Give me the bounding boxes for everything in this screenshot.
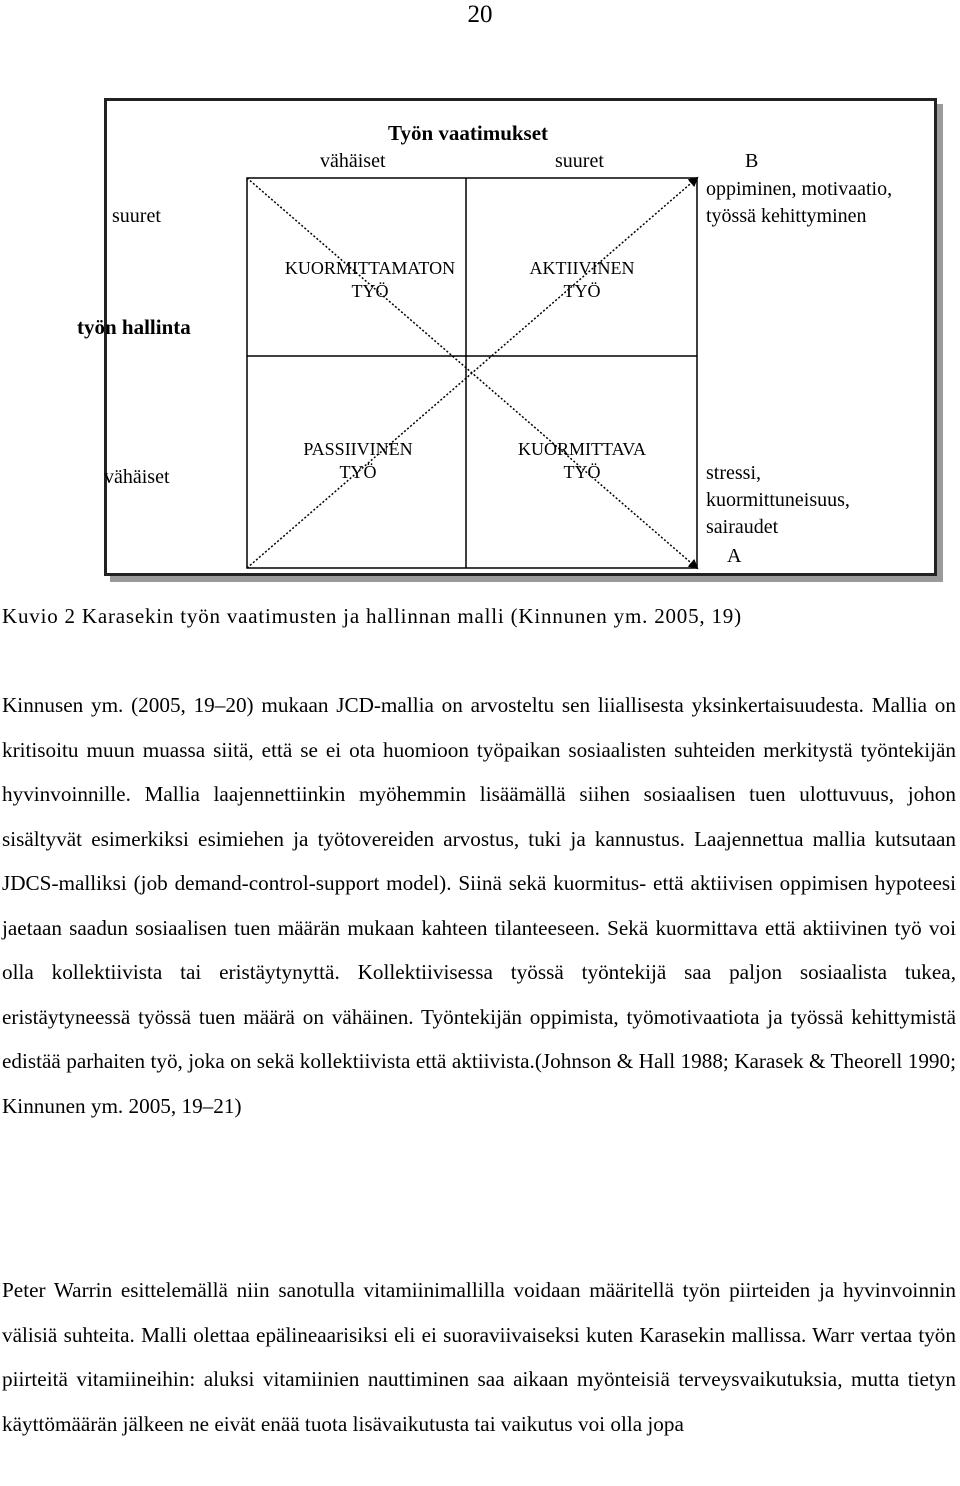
a-outcome-line1: stressi, (706, 462, 761, 484)
quadrant-high-strain-line2: TYÖ (563, 462, 601, 482)
b-outcome-line2: työssä kehittyminen (706, 205, 867, 227)
control-high-label: suuret (112, 205, 161, 227)
control-axis-title: työn hallinta (77, 315, 191, 339)
quadrant-low-strain-line1: KUORMITTAMATON (284, 258, 456, 278)
quadrant-low-strain-line2: TYÖ (351, 281, 389, 301)
quadrant-high-strain-line1: KUORMITTAVA (518, 439, 646, 459)
demand-high-label: suuret (555, 150, 604, 172)
control-low-label: vähäiset (104, 466, 170, 488)
figure-caption: Kuvio 2 Karasekin työn vaatimusten ja hallinnan malli (Kinnunen ym. 2005, 19) (2, 604, 742, 628)
a-outcome-line3: sairaudet (706, 516, 779, 538)
a-outcome-line2: kuormittuneisuus, (706, 489, 850, 511)
quadrant-passive-line1: PASSIIVINEN (303, 439, 413, 459)
b-outcome-line1: oppiminen, motivaatio, (706, 178, 893, 200)
quadrant-passive-line2: TYÖ (339, 462, 377, 482)
quadrant-active-line1: AKTIIVINEN (529, 258, 635, 278)
body-paragraph-2: Peter Warrin esittelemällä niin sanotulla vitamiinimallilla voidaan määritellä työn piirteiden ja hyvinvoinnin välisiä suhteita. Malli olettaa epälineaarisiksi eli ei suoraviivaiseksi kuten Karasekin mallissa. Warr vertaa työn piirteitä vitamiineihin: aluksi vitamiinien nauttiminen saa aikaan myönteisiä terveysvaikutuksia, mutta tietyn käyttömäärän jälkeen ne eivät enää tuota lisävaikutusta tai vaikutus voi olla jopa (2, 1278, 956, 1436)
page-number: 20 (467, 1, 493, 28)
body-paragraph-1: Kinnusen ym. (2005, 19–20) mukaan JCD-mallia on arvosteltu sen liiallisesta yksinkertaisuudesta. Mallia on kritisoitu muun muassa siitä, että se ei ota huomioon työpaikan sosiaalisten suhteiden merkitystä työntekijän hyvinvoinnille. Mallia laajennettiinkin myöhemmin lisäämällä siihen sosiaalisen tuen ulottuvuus, johon sisältyvät esimerkiksi esimiehen ja työtovereiden arvostus, tuki ja kannustus. Laajennettua mallia kutsutaan JDCS-malliksi (job demand-control-support model). Siinä sekä kuormitus- että aktiivisen oppimisen hypoteesi jaetaan saadun sosiaalisen tuen määrän mukaan kahteen tilanteeseen. Sekä kuormittava että aktiivinen työ voi olla kollektiivista tai eristäytynyttä. Kollektiivisessa työssä työntekijä saa paljon sosiaalista tukea, eristäytyneessä työssä tuen määrä on vähäinen. Työntekijän oppimista, työmotivaatiota ja työssä kehittymistä edistää parhaiten työ, joka on sekä kollektiivista että aktiivista.(Johnson & Hall 1988; Karasek & Theorell 1990; Kinnunen ym. 2005, 19–21) (2, 693, 956, 1118)
demand-low-label: vähäiset (320, 150, 386, 172)
figure-title: Työn vaatimukset (388, 121, 549, 145)
label-a: A (727, 545, 742, 567)
quadrant-active-line2: TYÖ (563, 281, 601, 301)
label-b: B (745, 150, 759, 172)
